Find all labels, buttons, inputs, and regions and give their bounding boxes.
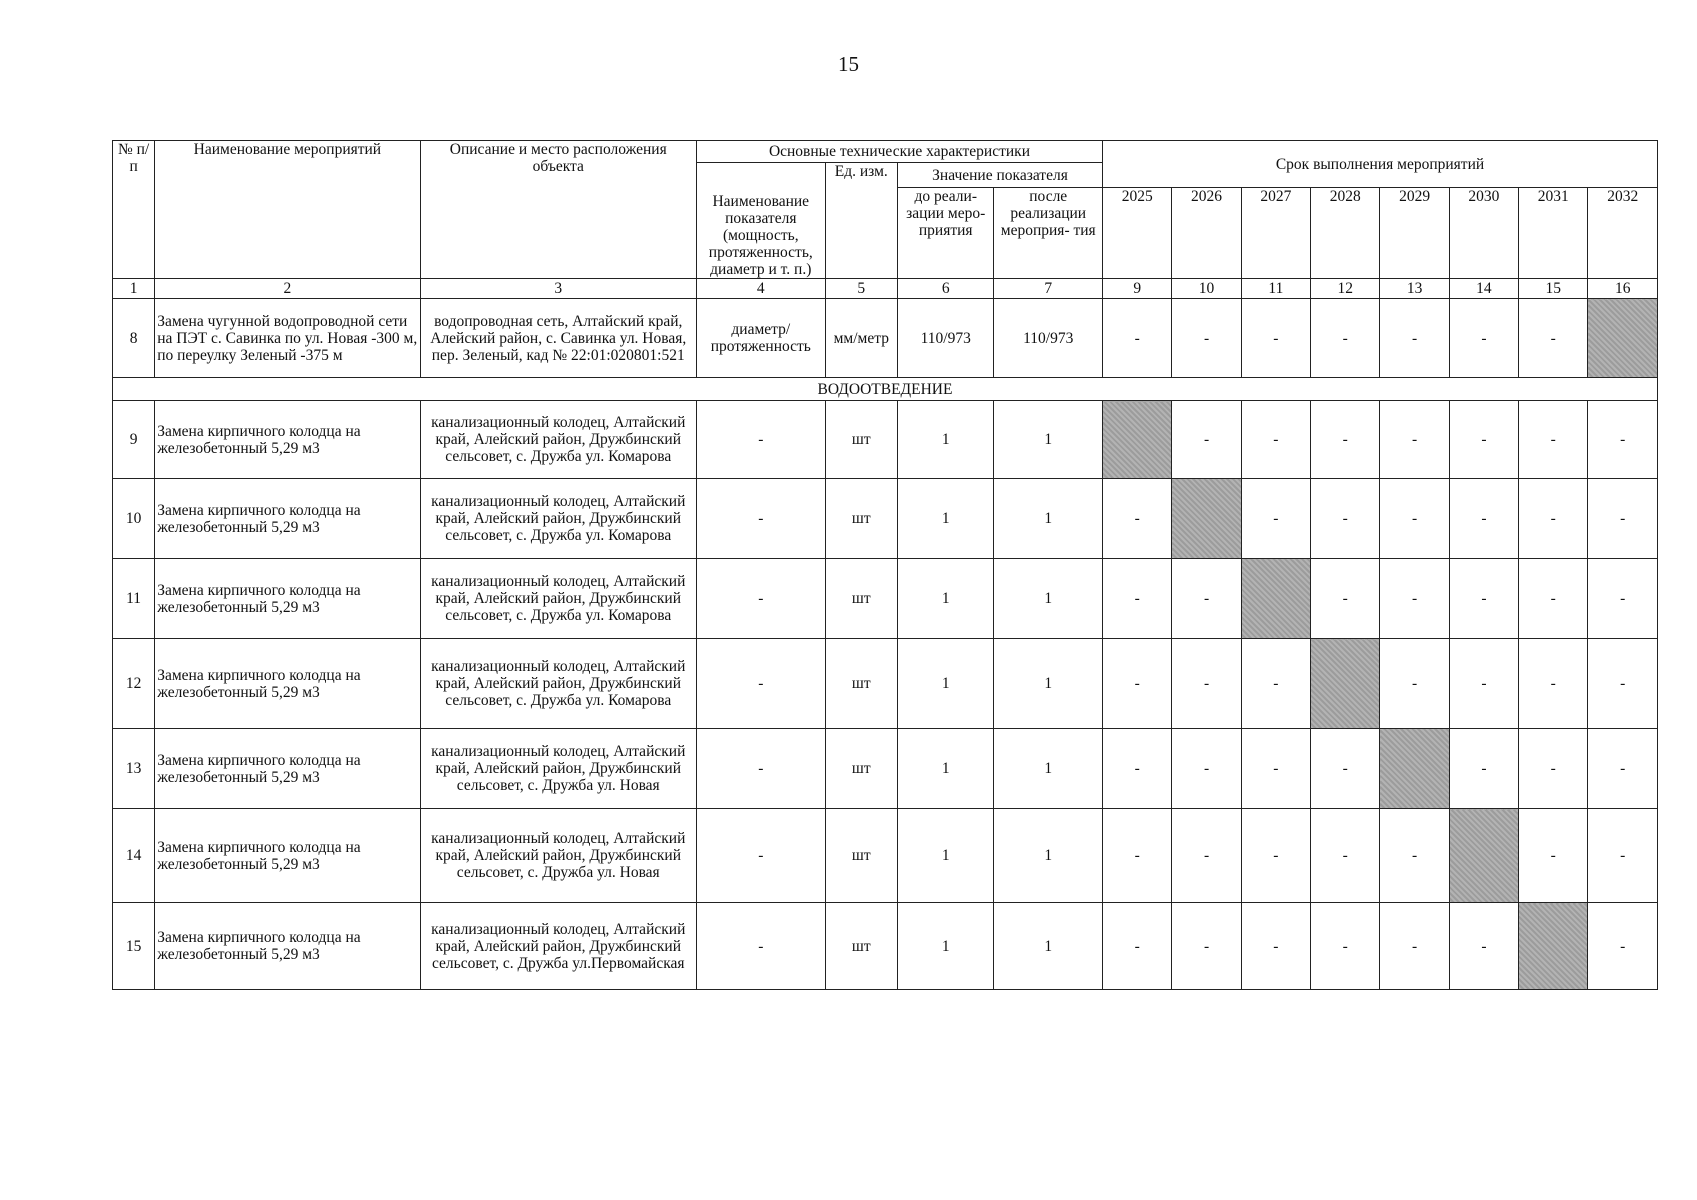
measures-table	[112, 140, 1658, 990]
header-unit: Ед. изм.	[825, 163, 897, 279]
header-year: 2030	[1449, 188, 1518, 279]
row-description: канализационный колодец, Алтайский край, Алейский район, Дружбинский сельсовет, с. Дружба ул. Комарова	[420, 639, 696, 729]
row-description: канализационный колодец, Алтайский край, Алейский район, Дружбинский сельсовет, с. Дружба ул. Комарова	[420, 559, 696, 639]
header-year: 2027	[1241, 188, 1310, 279]
header-year: 2029	[1380, 188, 1449, 279]
row-num: 12	[113, 639, 155, 729]
column-number: 2	[155, 279, 420, 299]
header-tech: Основные технические характеристики	[696, 141, 1102, 163]
column-numbers-row	[113, 279, 1658, 299]
year-cell: -	[1103, 809, 1172, 903]
row-num: 14	[113, 809, 155, 903]
year-cell: -	[1103, 639, 1172, 729]
row-num: 9	[113, 401, 155, 479]
row-num: 13	[113, 729, 155, 809]
year-cell: -	[1103, 903, 1172, 990]
header-year: 2028	[1311, 188, 1380, 279]
row-description: канализационный колодец, Алтайский край, Алейский район, Дружбинский сельсовет, с. Дружба ул. Комарова	[420, 479, 696, 559]
year-cell: -	[1380, 479, 1449, 559]
row-name: Замена кирпичного колодца на железобетонный 5,29 м3	[155, 401, 420, 479]
year-cell: -	[1241, 479, 1310, 559]
column-number: 14	[1449, 279, 1518, 299]
year-cell: -	[1449, 401, 1518, 479]
header-after: после реализации мероприя- тия	[994, 188, 1103, 279]
row-indicator: -	[696, 639, 825, 729]
row-before-value: 1	[897, 639, 993, 729]
table-row	[113, 299, 1658, 378]
row-before-value: 1	[897, 479, 993, 559]
row-before-value: 1	[897, 903, 993, 990]
row-before-value: 1	[897, 809, 993, 903]
row-unit: шт	[825, 479, 897, 559]
year-cell-scheduled	[1449, 809, 1518, 903]
year-cell: -	[1172, 559, 1241, 639]
row-after-value: 1	[994, 479, 1103, 559]
year-cell: -	[1588, 559, 1658, 639]
column-number: 6	[897, 279, 993, 299]
column-number: 5	[825, 279, 897, 299]
row-unit: шт	[825, 559, 897, 639]
header-deadline: Срок выполнения мероприятий	[1103, 141, 1658, 188]
year-cell-scheduled	[1588, 299, 1658, 378]
column-number: 13	[1380, 279, 1449, 299]
year-cell: -	[1519, 809, 1588, 903]
row-before-value: 110/973	[897, 299, 993, 378]
row-after-value: 1	[994, 559, 1103, 639]
column-number: 15	[1519, 279, 1588, 299]
column-number: 11	[1241, 279, 1310, 299]
row-after-value: 1	[994, 809, 1103, 903]
year-cell: -	[1172, 299, 1241, 378]
year-cell: -	[1380, 639, 1449, 729]
row-unit: шт	[825, 729, 897, 809]
year-cell: -	[1519, 639, 1588, 729]
row-description: канализационный колодец, Алтайский край, Алейский район, Дружбинский сельсовет, с. Дружба ул.Первомайская	[420, 903, 696, 990]
row-after-value: 1	[994, 401, 1103, 479]
row-unit: шт	[825, 809, 897, 903]
year-cell-scheduled	[1380, 729, 1449, 809]
year-cell: -	[1311, 559, 1380, 639]
year-cell: -	[1311, 729, 1380, 809]
column-number: 9	[1103, 279, 1172, 299]
year-cell: -	[1311, 479, 1380, 559]
row-before-value: 1	[897, 729, 993, 809]
year-cell: -	[1449, 299, 1518, 378]
year-cell: -	[1588, 401, 1658, 479]
column-number: 16	[1588, 279, 1658, 299]
row-name: Замена кирпичного колодца на железобетонный 5,29 м3	[155, 729, 420, 809]
year-cell: -	[1172, 809, 1241, 903]
row-name: Замена кирпичного колодца на железобетонный 5,29 м3	[155, 639, 420, 729]
header-num: № п/п	[113, 141, 155, 279]
year-cell-scheduled	[1311, 639, 1380, 729]
year-cell-scheduled	[1103, 401, 1172, 479]
row-description: канализационный колодец, Алтайский край, Алейский район, Дружбинский сельсовет, с. Дружба ул. Новая	[420, 809, 696, 903]
year-cell: -	[1103, 559, 1172, 639]
year-cell: -	[1103, 729, 1172, 809]
year-cell: -	[1519, 729, 1588, 809]
row-indicator: -	[696, 729, 825, 809]
header-before: до реали- зации меро- приятия	[897, 188, 993, 279]
year-cell: -	[1241, 639, 1310, 729]
year-cell: -	[1311, 299, 1380, 378]
year-cell: -	[1588, 729, 1658, 809]
table-row	[113, 401, 1658, 479]
year-cell: -	[1241, 729, 1310, 809]
year-cell: -	[1449, 729, 1518, 809]
row-name: Замена кирпичного колодца на железобетонный 5,29 м3	[155, 559, 420, 639]
header-name: Наименование мероприятий	[155, 141, 420, 279]
year-cell: -	[1380, 401, 1449, 479]
section-row	[113, 378, 1658, 401]
year-cell: -	[1103, 479, 1172, 559]
year-cell: -	[1172, 729, 1241, 809]
row-after-value: 1	[994, 639, 1103, 729]
row-indicator: -	[696, 559, 825, 639]
row-unit: шт	[825, 903, 897, 990]
row-unit: шт	[825, 639, 897, 729]
row-indicator: -	[696, 401, 825, 479]
year-cell: -	[1588, 903, 1658, 990]
row-after-value: 1	[994, 903, 1103, 990]
year-cell-scheduled	[1519, 903, 1588, 990]
column-number: 4	[696, 279, 825, 299]
year-cell: -	[1519, 479, 1588, 559]
row-name: Замена чугунной водопроводной сети на ПЭТ с. Савинка по ул. Новая -300 м, по переулку Зеленый -375 м	[155, 299, 420, 378]
year-cell: -	[1449, 903, 1518, 990]
row-indicator: -	[696, 479, 825, 559]
table-row	[113, 559, 1658, 639]
table-row	[113, 809, 1658, 903]
year-cell: -	[1311, 903, 1380, 990]
year-cell: -	[1588, 479, 1658, 559]
row-before-value: 1	[897, 559, 993, 639]
year-cell: -	[1449, 639, 1518, 729]
row-num: 10	[113, 479, 155, 559]
table-header	[113, 141, 1658, 279]
year-cell-scheduled	[1241, 559, 1310, 639]
row-name: Замена кирпичного колодца на железобетонный 5,29 м3	[155, 809, 420, 903]
page-number: 15	[838, 52, 859, 76]
year-cell: -	[1241, 809, 1310, 903]
row-description: канализационный колодец, Алтайский край, Алейский район, Дружбинский сельсовет, с. Дружба ул. Комарова	[420, 401, 696, 479]
year-cell: -	[1241, 401, 1310, 479]
year-cell: -	[1380, 809, 1449, 903]
table-row	[113, 639, 1658, 729]
row-unit: мм/метр	[825, 299, 897, 378]
year-cell: -	[1172, 401, 1241, 479]
year-cell: -	[1449, 559, 1518, 639]
column-number: 1	[113, 279, 155, 299]
column-number: 3	[420, 279, 696, 299]
year-cell: -	[1241, 903, 1310, 990]
year-cell: -	[1241, 299, 1310, 378]
year-cell-scheduled	[1172, 479, 1241, 559]
row-before-value: 1	[897, 401, 993, 479]
year-cell: -	[1380, 299, 1449, 378]
row-after-value: 1	[994, 729, 1103, 809]
column-number: 12	[1311, 279, 1380, 299]
row-indicator: -	[696, 903, 825, 990]
row-name: Замена кирпичного колодца на железобетонный 5,29 м3	[155, 903, 420, 990]
year-cell: -	[1311, 809, 1380, 903]
column-number: 10	[1172, 279, 1241, 299]
row-num: 8	[113, 299, 155, 378]
row-num: 11	[113, 559, 155, 639]
row-num: 15	[113, 903, 155, 990]
header-value: Значение показателя	[897, 163, 1102, 188]
row-unit: шт	[825, 401, 897, 479]
year-cell: -	[1588, 639, 1658, 729]
year-cell: -	[1588, 809, 1658, 903]
header-year: 2025	[1103, 188, 1172, 279]
row-indicator: диаметр/ протяженность	[696, 299, 825, 378]
table-row	[113, 903, 1658, 990]
row-description: канализационный колодец, Алтайский край, Алейский район, Дружбинский сельсовет, с. Дружба ул. Новая	[420, 729, 696, 809]
year-cell: -	[1519, 559, 1588, 639]
year-cell: -	[1172, 903, 1241, 990]
header-description: Описание и место расположения объекта	[420, 141, 696, 279]
row-after-value: 110/973	[994, 299, 1103, 378]
section-title: ВОДООТВЕДЕНИЕ	[113, 378, 1658, 401]
table-body	[113, 279, 1658, 990]
row-description: водопроводная сеть, Алтайский край, Алейский район, с. Савинка ул. Новая, пер. Зеленый, кад № 22:01:020801:521	[420, 299, 696, 378]
year-cell: -	[1380, 559, 1449, 639]
header-year: 2032	[1588, 188, 1658, 279]
table-row	[113, 479, 1658, 559]
year-cell: -	[1172, 639, 1241, 729]
table-row	[113, 729, 1658, 809]
header-year: 2026	[1172, 188, 1241, 279]
year-cell: -	[1449, 479, 1518, 559]
year-cell: -	[1311, 401, 1380, 479]
header-year: 2031	[1519, 188, 1588, 279]
year-cell: -	[1519, 401, 1588, 479]
year-cell: -	[1519, 299, 1588, 378]
row-name: Замена кирпичного колодца на железобетонный 5,29 м3	[155, 479, 420, 559]
header-indicator-name: Наименование показателя (мощность, протяженность, диаметр и т. п.)	[696, 163, 825, 279]
year-cell: -	[1380, 903, 1449, 990]
row-indicator: -	[696, 809, 825, 903]
column-number: 7	[994, 279, 1103, 299]
year-cell: -	[1103, 299, 1172, 378]
